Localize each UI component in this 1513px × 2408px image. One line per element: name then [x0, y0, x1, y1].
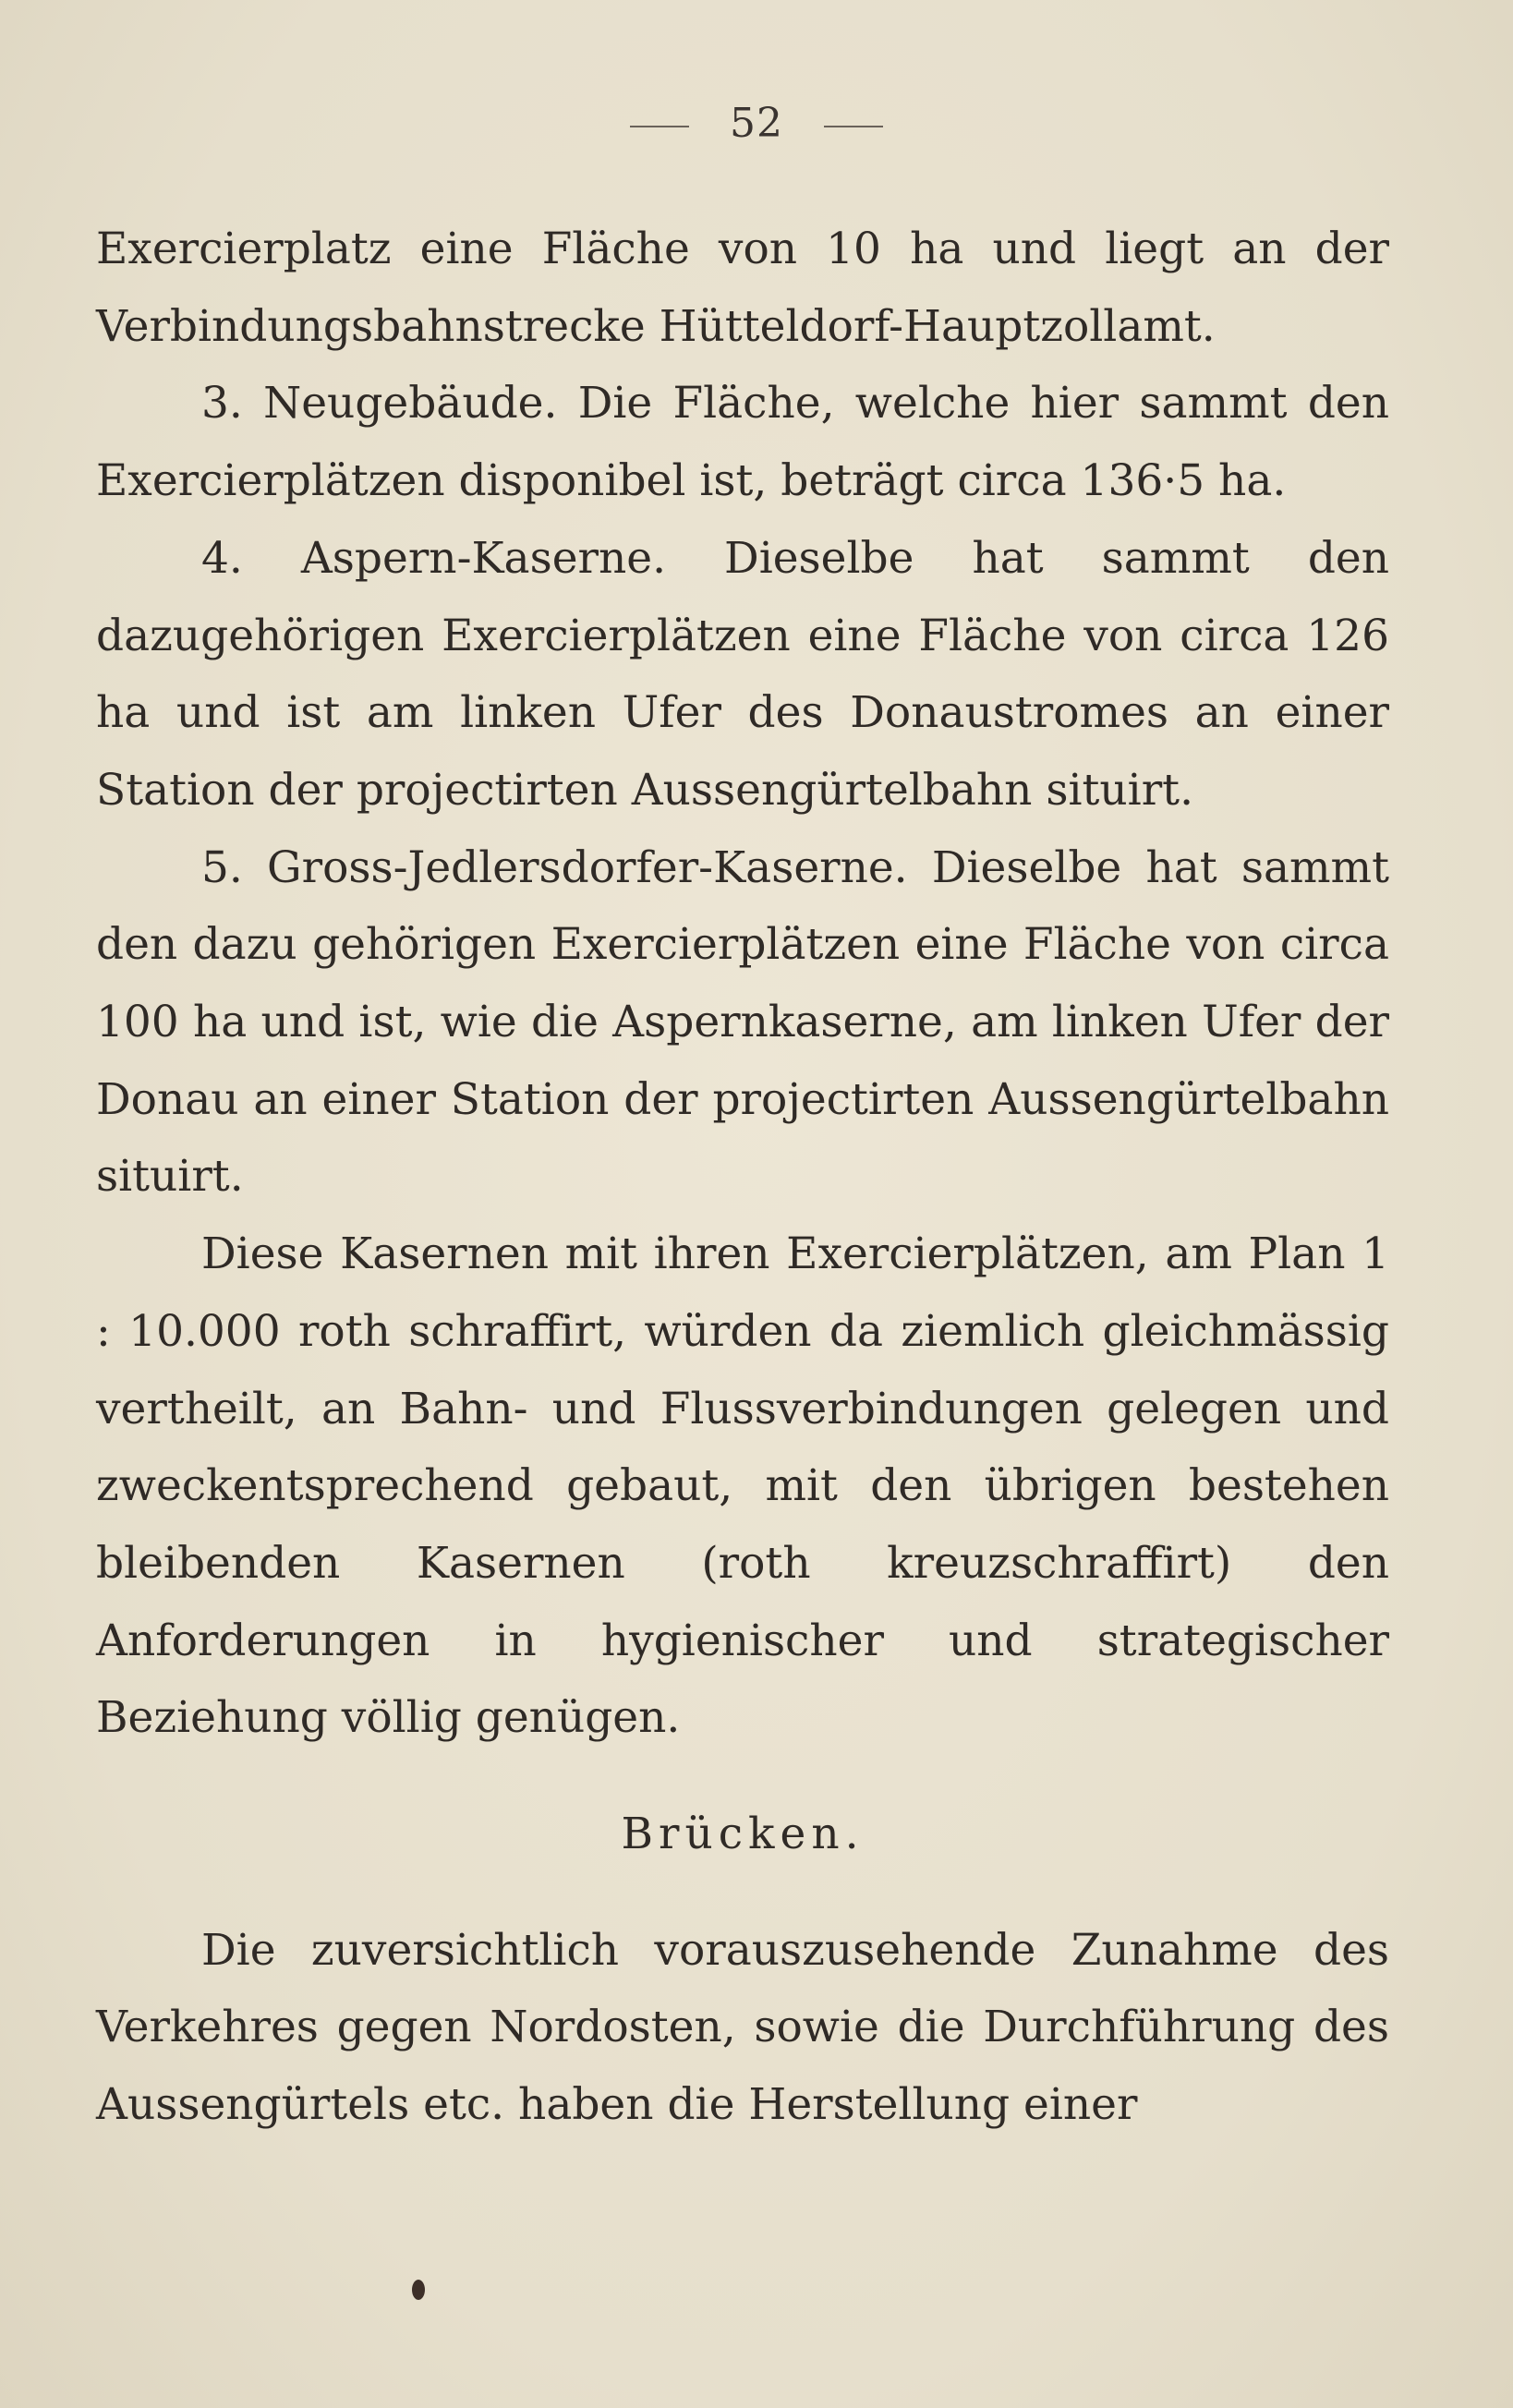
page-body	[96, 211, 1389, 2144]
header-dash-right	[824, 126, 883, 127]
paragraph-bruecken-intro: Die zuversichtlich vorauszusehende Zunahme des Verkehres gegen Nordosten, sowie die Durchführung des Aussengürtels etc. haben die Herstellung einer	[96, 1924, 1389, 2131]
page-number: 52	[730, 100, 783, 147]
header-dash-left	[630, 126, 689, 127]
page-header	[0, 100, 1513, 147]
paragraph-gross-jedlersdorfer-kaserne: 5. Gross-Jedlersdorfer-Kaserne. Dieselbe hat sammt den dazu gehörigen Exercierplätzen eine Fläche von circa 100 ha und ist, wie die Aspernkaserne, am linken Ufer der Donau an einer Station der projectirten Aussengürtelbahn situirt.	[96, 841, 1389, 1203]
paragraph-aspern-kaserne: 4. Aspern-Kaserne. Dieselbe hat sammt den dazugehörigen Exercierplätzen eine Fläche von circa 126 ha und ist am linken Ufer des Donaustromes an einer Station der projectirten Aussengürtelbahn situirt.	[96, 532, 1389, 816]
paragraph-neugebaeude: 3. Neugebäude. Die Fläche, welche hier sammt den Exercierplätzen disponibel ist, beträgt circa 136·5 ha.	[96, 378, 1389, 507]
paragraph-kasernen-summary: Diese Kasernen mit ihren Exercierplätzen, am Plan 1 : 10.000 roth schraffirt, würden da ziemlich gleichmässig vertheilt, an Bahn- und Flussverbindungen gelegen und zweckentsprechend gebaut, mit den übrigen bestehen bleibenden Kasernen (roth kreuzschraffirt) den Anforderungen in hygienischer und strategischer Beziehung völlig genügen.	[96, 1228, 1389, 1744]
section-heading-bruecken: Brücken.	[621, 1809, 865, 1860]
paragraph-exercierplatz: Exercierplatz eine Fläche von 10 ha und liegt an der Verbindungsbahnstrecke Hütteldorf-Hauptzollamt.	[96, 224, 1389, 352]
ink-speck	[412, 2280, 425, 2300]
